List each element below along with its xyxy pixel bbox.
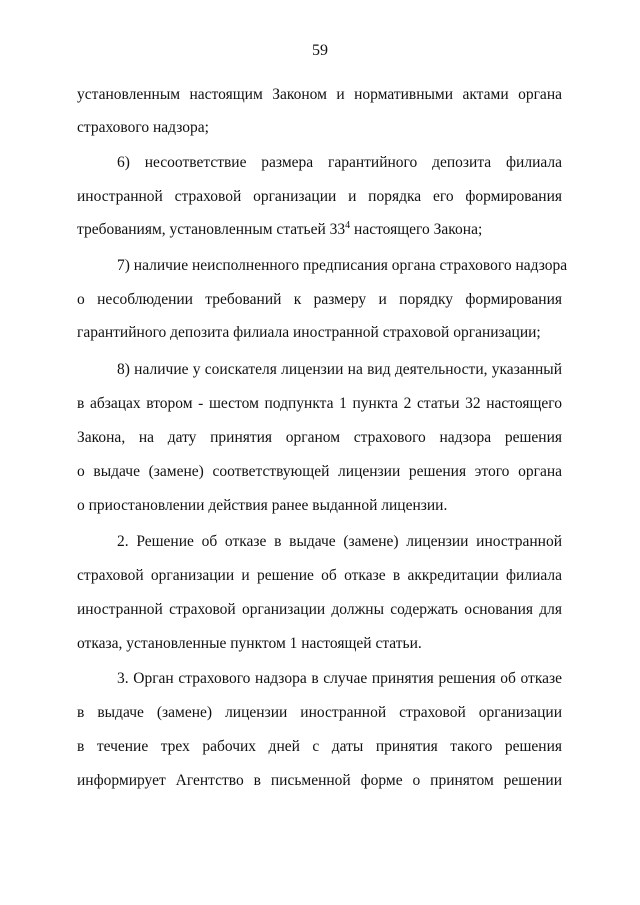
text-line: о несоблюдении требований к размеру и порядку формирования — [77, 291, 562, 308]
text-fragment: настоящего Закона; — [350, 221, 483, 238]
text-line: 7) наличие неисполненного предписания органа страхового надзора — [117, 257, 568, 274]
text-line: в течение трех рабочих дней с даты принятия такого решения — [77, 738, 562, 755]
text-line: гарантийного депозита филиала иностранной страховой организации; — [77, 324, 541, 341]
text-line: Закона, на дату принятия органом страхового надзора решения — [77, 429, 562, 446]
text-line: иностранной страховой организации должны содержать основания для — [77, 601, 562, 618]
text-line: установленным настоящим Законом и нормативными актами органа — [77, 86, 562, 103]
text-line — [77, 221, 562, 239]
text-line: о выдаче (замене) соответствующей лицензии решения этого органа — [77, 463, 562, 480]
page-number: 59 — [312, 42, 328, 59]
text-line: отказа, установленные пунктом 1 настоящей статьи. — [77, 635, 422, 652]
text-line: в абзацах втором - шестом подпункта 1 пункта 2 статьи 32 настоящего — [77, 395, 562, 412]
text-line: иностранной страховой организации и порядка его формирования — [77, 188, 562, 205]
superscript: 4 — [345, 219, 351, 231]
text-line: 3. Орган страхового надзора в случае принятия решения об отказе — [117, 670, 562, 687]
text-line: 6) несоответствие размера гарантийного депозита филиала — [117, 154, 562, 171]
text-line: страхового надзора; — [77, 119, 209, 136]
text-line: 8) наличие у соискателя лицензии на вид деятельности, указанный — [117, 361, 562, 378]
text-line: страховой организации и решение об отказе в аккредитации филиала — [77, 567, 562, 584]
text-line: о приостановлении действия ранее выданной лицензии. — [77, 497, 448, 514]
text-line: в выдаче (замене) лицензии иностранной страховой организации — [77, 704, 562, 721]
text-line: информирует Агентство в письменной форме о принятом решении — [77, 772, 562, 789]
text-fragment: требованиям, установленным статьей 33 — [77, 221, 346, 238]
text-line: 2. Решение об отказе в выдаче (замене) лицензии иностранной — [117, 533, 562, 550]
